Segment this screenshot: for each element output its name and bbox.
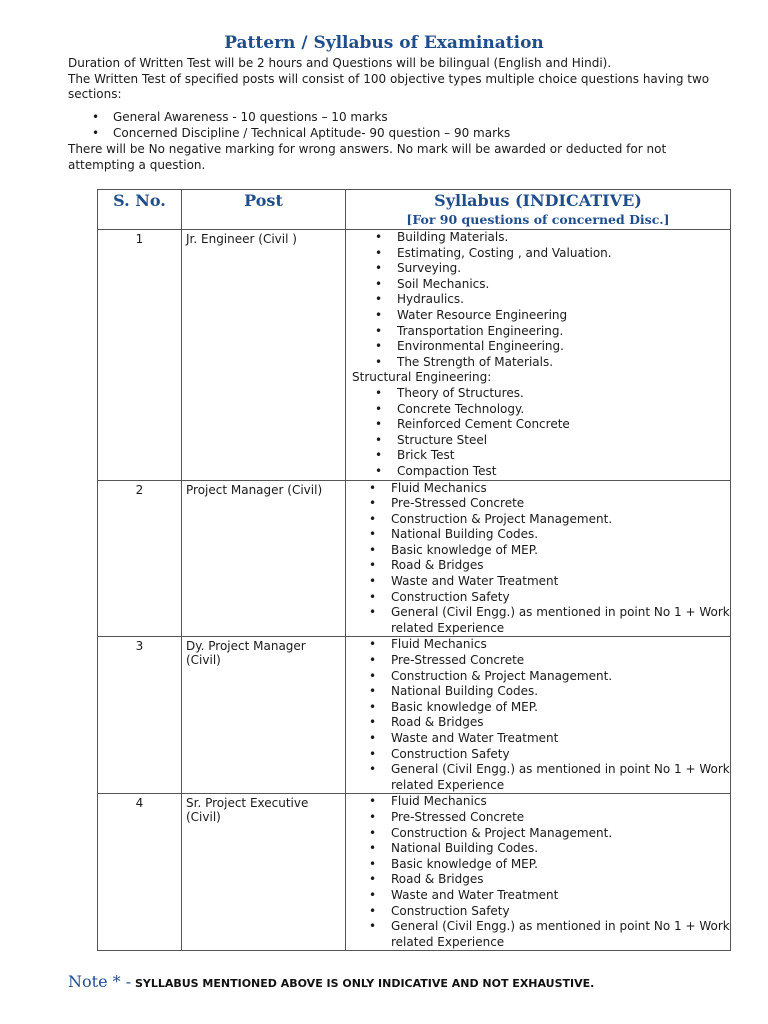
syllabus-item: • Reinforced Cement Concrete <box>397 417 730 433</box>
syllabus-item: • Environmental Engineering. <box>397 339 730 355</box>
syllabus-item: • Construction Safety <box>391 590 730 606</box>
header-syllabus-subtitle: [For 90 questions of concerned Disc.] <box>406 212 670 227</box>
syllabus-item: • National Building Codes. <box>391 841 730 857</box>
row-syllabus <box>346 480 731 637</box>
table-header-row <box>98 190 731 230</box>
table-row <box>98 794 731 951</box>
syllabus-item: • Surveying. <box>397 261 730 277</box>
syllabus-item: • Structure Steel <box>397 433 730 449</box>
syllabus-table <box>97 189 731 951</box>
syllabus-item: • Soil Mechanics. <box>397 277 730 293</box>
table-body <box>98 230 731 951</box>
syllabus-item: • Fluid Mechanics <box>391 481 730 497</box>
syllabus-item: • Compaction Test <box>397 464 730 480</box>
syllabus-item: • Pre-Stressed Concrete <box>391 496 730 512</box>
note-text: SYLLABUS MENTIONED ABOVE IS ONLY INDICATIVE AND NOT EXHAUSTIVE. <box>131 977 595 990</box>
header-syllabus <box>346 190 731 230</box>
syllabus-item: • Fluid Mechanics <box>391 637 730 653</box>
syllabus-item: • Transportation Engineering. <box>397 324 730 340</box>
syllabus-item: • Pre-Stressed Concrete <box>391 653 730 669</box>
syllabus-item: • Building Materials. <box>397 230 730 246</box>
syllabus-group-label: Structural Engineering: <box>352 370 492 385</box>
syllabus-list <box>350 637 730 793</box>
intro-written-test: The Written Test of specified posts will consist of 100 objective types multiple choice questions having two sections: <box>68 71 710 102</box>
syllabus-item: • Theory of Structures. <box>397 386 730 402</box>
syllabus-item: • Estimating, Costing , and Valuation. <box>397 246 730 262</box>
row-syllabus <box>346 637 731 794</box>
row-syllabus <box>346 794 731 951</box>
syllabus-item: • Pre-Stressed Concrete <box>391 810 730 826</box>
syllabus-item: • Basic knowledge of MEP. <box>391 700 730 716</box>
section-item: • Concerned Discipline / Technical Aptitude- 90 question – 90 marks <box>92 126 510 142</box>
syllabus-item: • Basic knowledge of MEP. <box>391 543 730 559</box>
syllabus-item: • Brick Test <box>397 448 730 464</box>
syllabus-item: • General (Civil Engg.) as mentioned in point No 1 + Work related Experience <box>391 762 730 793</box>
row-sno: 4 <box>98 794 182 951</box>
row-sno: 3 <box>98 637 182 794</box>
row-post: Sr. Project Executive (Civil) <box>182 794 346 951</box>
section-item: • General Awareness - 10 questions – 10 marks <box>92 110 510 126</box>
syllabus-sublist <box>350 386 730 480</box>
syllabus-item: • The Strength of Materials. <box>397 355 730 371</box>
syllabus-list <box>350 481 730 637</box>
syllabus-item: • Waste and Water Treatment <box>391 731 730 747</box>
note-label: Note * - <box>68 972 132 991</box>
syllabus-list <box>350 794 730 950</box>
header-post: Post <box>182 190 346 230</box>
page-title: Pattern / Syllabus of Examination <box>224 33 544 53</box>
intro-duration: Duration of Written Test will be 2 hours and Questions will be bilingual (English and Hindi). <box>68 56 612 70</box>
syllabus-item: • Road & Bridges <box>391 715 730 731</box>
row-sno: 1 <box>98 230 182 481</box>
syllabus-item: • Hydraulics. <box>397 292 730 308</box>
syllabus-item: • Construction Safety <box>391 747 730 763</box>
syllabus-item: • National Building Codes. <box>391 684 730 700</box>
syllabus-item: • Construction Safety <box>391 904 730 920</box>
row-post: Jr. Engineer (Civil ) <box>182 230 346 481</box>
syllabus-item: • General (Civil Engg.) as mentioned in point No 1 + Work related Experience <box>391 919 730 950</box>
syllabus-item: • National Building Codes. <box>391 527 730 543</box>
syllabus-item: • Road & Bridges <box>391 558 730 574</box>
syllabus-item: • Construction & Project Management. <box>391 669 730 685</box>
table-row <box>98 230 731 481</box>
footer-note <box>68 972 594 991</box>
syllabus-item: • Road & Bridges <box>391 872 730 888</box>
header-sno: S. No. <box>98 190 182 230</box>
row-post: Dy. Project Manager (Civil) <box>182 637 346 794</box>
syllabus-item: • General (Civil Engg.) as mentioned in point No 1 + Work related Experience <box>391 605 730 636</box>
table-row <box>98 637 731 794</box>
marking-note: There will be No negative marking for wrong answers. No mark will be awarded or deducted for not attempting a question. <box>68 142 667 172</box>
syllabus-item: • Concrete Technology. <box>397 402 730 418</box>
syllabus-item: • Construction & Project Management. <box>391 512 730 528</box>
syllabus-item: • Basic knowledge of MEP. <box>391 857 730 873</box>
syllabus-item: • Fluid Mechanics <box>391 794 730 810</box>
row-post: Project Manager (Civil) <box>182 480 346 637</box>
row-sno: 2 <box>98 480 182 637</box>
table-row <box>98 480 731 637</box>
syllabus-item: • Waste and Water Treatment <box>391 888 730 904</box>
syllabus-item: • Construction & Project Management. <box>391 826 730 842</box>
syllabus-item: • Water Resource Engineering <box>397 308 730 324</box>
syllabus-list <box>350 230 730 370</box>
row-syllabus <box>346 230 731 481</box>
syllabus-item: • Waste and Water Treatment <box>391 574 730 590</box>
sections-list <box>92 110 510 141</box>
header-syllabus-title: Syllabus (INDICATIVE) <box>434 191 642 210</box>
intro-text <box>68 56 728 103</box>
